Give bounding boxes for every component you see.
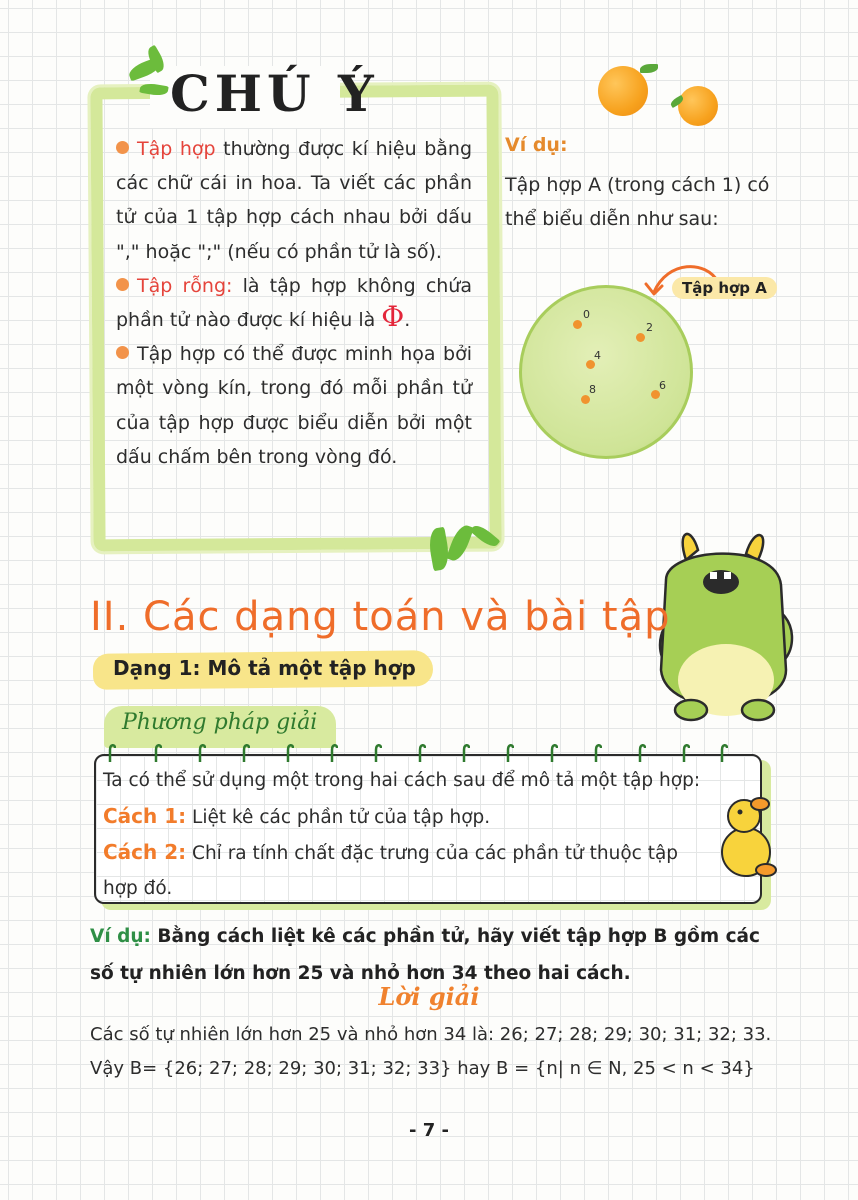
note-body bbox=[116, 132, 472, 474]
example-label: Ví dụ: bbox=[90, 926, 151, 947]
method-cach-2 bbox=[103, 835, 755, 906]
orange-icon bbox=[598, 66, 648, 116]
dang-1-title: Dạng 1: Mô tả một tập hợp bbox=[113, 656, 416, 680]
venn-dot bbox=[581, 395, 590, 404]
orange-leaf-icon bbox=[640, 64, 658, 73]
empty-set-symbol: Φ bbox=[381, 300, 405, 334]
page-number: - 7 - bbox=[409, 1120, 449, 1141]
set-a-tag: Tập hợp A bbox=[672, 277, 777, 299]
venn-circle-set-a bbox=[519, 285, 693, 459]
cach-2-label: Cách 2: bbox=[103, 840, 187, 864]
method-title: Phương pháp giải bbox=[122, 710, 318, 735]
spiral-ring-icon bbox=[194, 742, 206, 764]
method-text bbox=[103, 764, 755, 906]
spiral-ring-icon bbox=[238, 742, 250, 764]
spiral-ring-icon bbox=[104, 742, 116, 764]
method-cach-1 bbox=[103, 799, 755, 836]
venn-element: 6 bbox=[659, 379, 666, 392]
spiral-ring-icon bbox=[458, 742, 470, 764]
method-intro: Ta có thể sử dụng một trong hai cách sau để mô tả một tập hợp: bbox=[103, 770, 701, 791]
venn-element: 0 bbox=[583, 308, 590, 321]
solution-title: Lời giải bbox=[378, 982, 480, 1011]
note-bullet-2 bbox=[116, 269, 472, 337]
spiral-ring-icon bbox=[590, 742, 602, 764]
note-bullet-1-text: thường được kí hiệu bằng các chữ cái in hoa. Ta viết các phần tử của 1 tập hợp cách nhau bởi dấu "," hoặc ";" (nếu có phần tử là số). bbox=[116, 138, 472, 263]
note-bullet-1 bbox=[116, 132, 472, 269]
spiral-ring-icon bbox=[716, 742, 728, 764]
note-bullet-2-text: là tập hợp không chứa phần tử nào được kí hiệu là bbox=[116, 274, 472, 332]
solution-line-2: Vậy B= {26; 27; 28; 29; 30; 31; 32; 33} hay B = {n| n ∈ N, 25 < n < 34} bbox=[90, 1058, 755, 1079]
venn-element: 2 bbox=[646, 321, 653, 334]
solution-text bbox=[90, 1018, 780, 1086]
spiral-ring-icon bbox=[546, 742, 558, 764]
venn-dot bbox=[636, 333, 645, 342]
cach-2-text: Chỉ ra tính chất đặc trưng của các phần tử thuộc tập hợp đó. bbox=[103, 843, 679, 899]
spiral-ring-icon bbox=[282, 742, 294, 764]
orange-icon bbox=[678, 86, 718, 126]
spiral-ring-icon bbox=[150, 742, 162, 764]
example-right-text: Tập hợp A (trong cách 1) có thể biểu diễn như sau: bbox=[505, 174, 770, 230]
note-title: CHÚ Ý bbox=[170, 64, 379, 123]
note-bullet-3 bbox=[116, 337, 472, 474]
cach-1-label: Cách 1: bbox=[103, 803, 187, 828]
note-bullet-2-end: . bbox=[404, 309, 411, 332]
section-title: II. Các dạng toán và bài tập bbox=[90, 594, 671, 640]
cach-1-text: Liệt kê các phần tử của tập hợp. bbox=[186, 806, 491, 828]
bullet-dot-icon bbox=[116, 278, 129, 291]
bullet-dot-icon bbox=[116, 141, 129, 154]
example-text: Bằng cách liệt kê các phần tử, hãy viết tập hợp B gồm các số tự nhiên lớn hơn 25 và nhỏ hơn 34 theo hai cách. bbox=[90, 926, 761, 984]
note-bullet-3-text: Tập hợp có thể được minh họa bởi một vòng kín, trong đó mỗi phần tử của tập hợp được biểu diễn bởi một dấu chấm bên trong vòng đó. bbox=[116, 343, 472, 468]
venn-element: 8 bbox=[589, 383, 596, 396]
venn-element: 4 bbox=[594, 349, 601, 362]
spiral-ring-icon bbox=[370, 742, 382, 764]
solution-line-1: Các số tự nhiên lớn hơn 25 và nhỏ hơn 34 là: 26; 27; 28; 29; 30; 31; 32; 33. bbox=[90, 1024, 772, 1045]
spiral-ring-icon bbox=[678, 742, 690, 764]
spiral-ring-icon bbox=[634, 742, 646, 764]
bullet-dot-icon bbox=[116, 346, 129, 359]
example-right-label: Ví dụ: bbox=[505, 134, 568, 156]
term-tap-hop: Tập hợp bbox=[137, 138, 216, 160]
yellow-duck-icon bbox=[716, 792, 780, 880]
spiral-ring-icon bbox=[414, 742, 426, 764]
spiral-ring-icon bbox=[502, 742, 514, 764]
spiral-ring-icon bbox=[326, 742, 338, 764]
example-question bbox=[90, 918, 780, 992]
venn-dot bbox=[573, 320, 582, 329]
term-tap-rong: Tập rỗng: bbox=[137, 274, 233, 297]
